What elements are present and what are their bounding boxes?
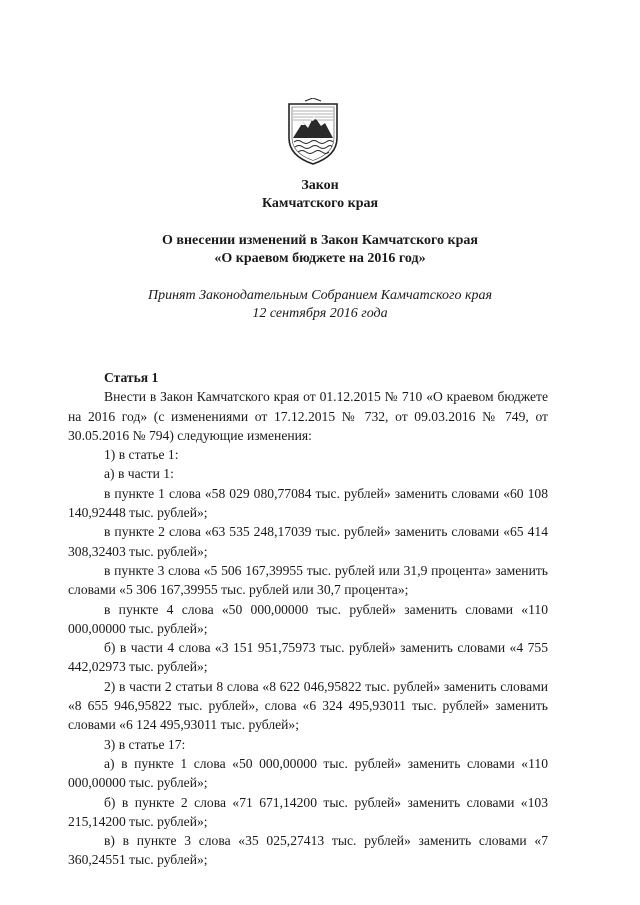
paragraph: б) в части 4 слова «3 151 951,75973 тыс. рублей» заменить словами «4 755 442,02973 тыс. рублей»; (68, 640, 548, 675)
coat-of-arms-icon (283, 98, 343, 166)
paragraph: а) в пункте 1 слова «50 000,00000 тыс. рублей» заменить словами «110 000,00000 тыс. рублей»; (68, 755, 548, 791)
paragraph: в пункте 1 слова «58 029 080,77084 тыс. рублей» заменить словами «60 108 140,92448 тыс. рублей»; (68, 485, 548, 521)
paragraph: в пункте 2 слова «63 535 248,17039 тыс. рублей» заменить словами «65 414 308,32403 тыс. рублей»; (68, 524, 548, 559)
paragraph: в пункте 4 слова «50 000,00000 тыс. рублей» заменить словами «110 000,00000 тыс. рублей»; (68, 601, 548, 636)
paragraph: Внести в Закон Камчатского края от 01.12.2015 № 710 «О краевом бюджете на 2016 год» (с изменениями от 17.12.2015 № 732, от 09.03.2016 № 749, от 30.05.2016 № 794) следующие изменения: (68, 389, 548, 443)
paragraph: б) в пункте 2 слова «71 671,14200 тыс. рублей» заменить словами «103 215,14200 тыс. рублей»; (68, 794, 548, 829)
adoption-statement: Принят Законодательным Собранием Камчатского края (147, 288, 493, 303)
paragraph: а) в части 1: (104, 466, 174, 482)
paragraph: 1) в статье 1: (104, 447, 179, 463)
paragraph: в пункте 3 слова «5 506 167,39955 тыс. рублей или 31,9 процента» заменить словами «5 306 167,39955 тыс. рублей или 30,7 процента»; (68, 562, 548, 598)
paragraph: 2) в части 2 статьи 8 слова «8 622 046,95822 тыс. рублей» заменить словами «8 655 946,95822 тыс. рублей», слова «6 324 495,93011 тыс. рублей» заменить словами «6 124 495,93011 тыс. рублей»; (68, 678, 548, 733)
article-body (68, 368, 548, 870)
document-title: Закон (301, 178, 339, 193)
document-region: Камчатского края (261, 196, 379, 211)
paragraph: 3) в статье 17: (104, 736, 186, 752)
article-heading: Статья 1 (104, 370, 159, 385)
paragraph: в) в пункте 3 слова «35 025,27413 тыс. рублей» заменить словами «7 360,24551 тыс. рублей»; (68, 833, 548, 868)
document-subject-line2: «О краевом бюджете на 2016 год» (214, 251, 426, 266)
document-subject-line1: О внесении изменений в Закон Камчатского края (162, 233, 478, 248)
adoption-date: 12 сентября 2016 года (252, 306, 388, 321)
